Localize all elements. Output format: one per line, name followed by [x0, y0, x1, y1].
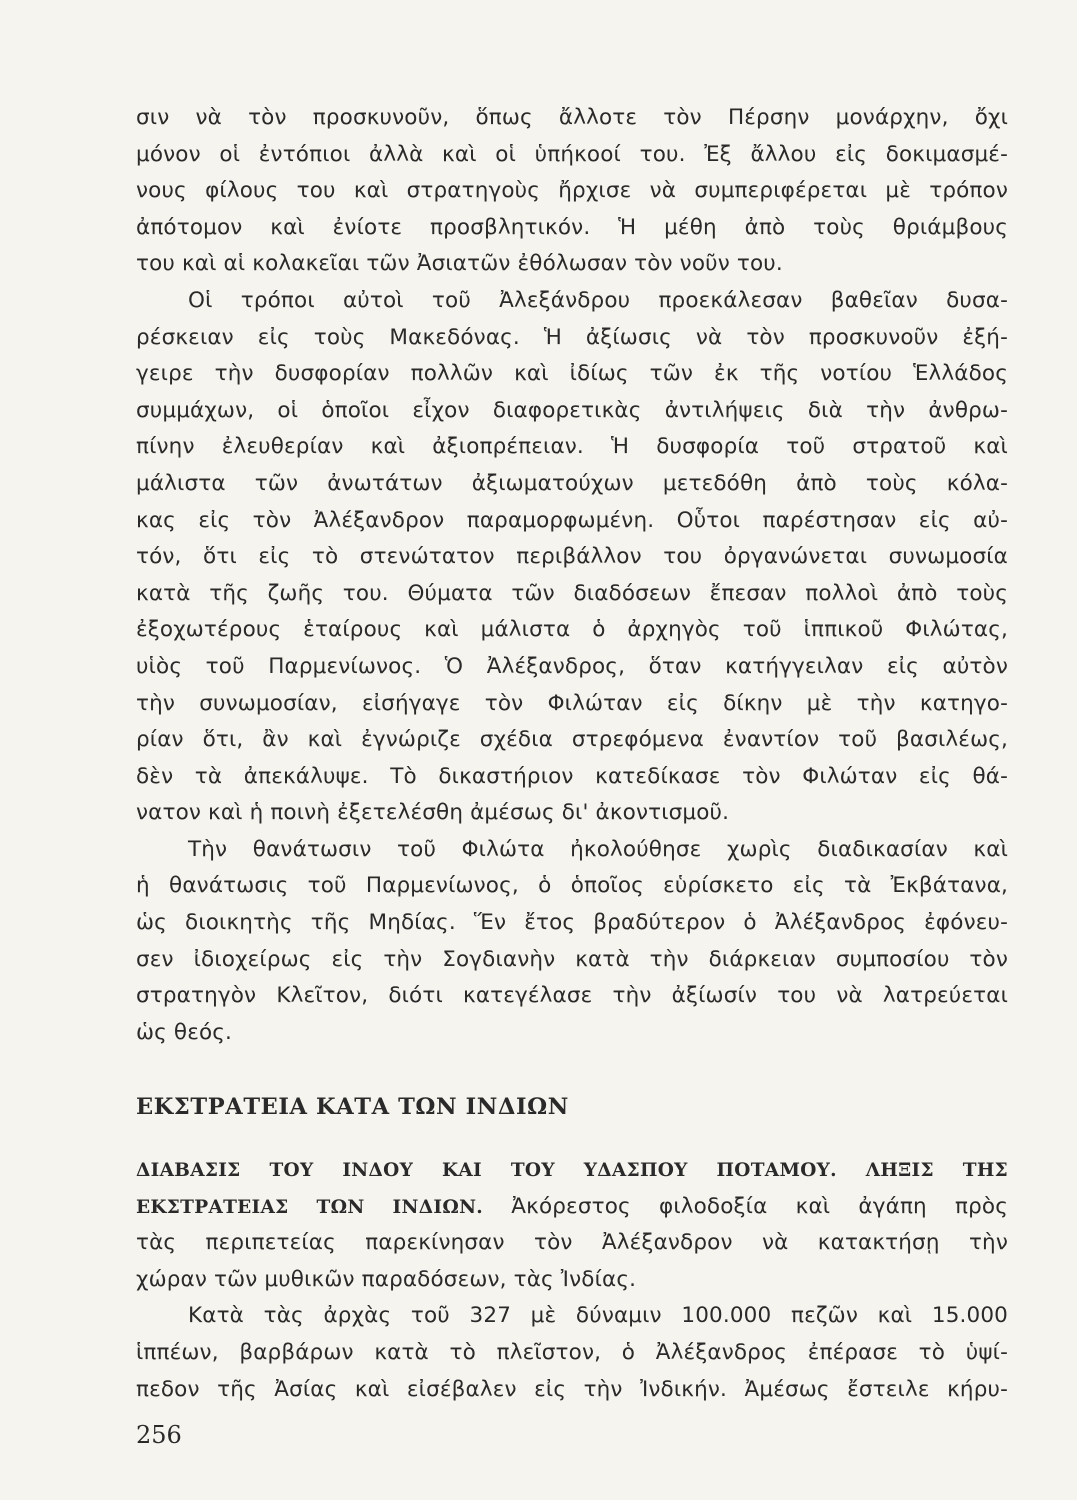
text-line: ἱππέων, βαρβάρων κατὰ τὸ πλεῖστον, ὁ Ἀλέξανδρος ἐπέρασε τὸ ὑψί-: [136, 1339, 1008, 1365]
section-body: [136, 1152, 1008, 1408]
text-line: ρίαν ὅτι, ἂν καὶ ἐγνώριζε σχέδια στρεφόμενα ἐναντίον τοῦ βασιλέως,: [136, 727, 1008, 753]
text-line: τόν, ὅτι εἰς τὸ στενώτατον περιβάλλον του ὀργανώνεται συνωμοσία: [136, 544, 1008, 570]
text-line: δὲν τὰ ἀπεκάλυψε. Τὸ δικαστήριον κατεδίκασε τὸν Φιλώταν εἰς θά-: [136, 763, 1008, 789]
subheading-line: [136, 1152, 1008, 1189]
text-line: τὴν συνωμοσίαν, εἰσήγαγε τὸν Φιλώταν εἰς δίκην μὲ τὴν κατηγο-: [136, 690, 1008, 716]
subheading-text: ΕΚΣΤΡΑΤΕΙΑΣ ΤΩΝ ΙΝΔΙΩΝ.: [136, 1196, 484, 1218]
text-line: κας εἰς τὸν Ἀλέξανδρον παραμορφωμένη. Οὗτοι παρέστησαν εἰς αὐ-: [136, 507, 1008, 533]
text-line: στρατηγὸν Κλεῖτον, διότι κατεγέλασε τὴν ἀξίωσίν του νὰ λατρεύεται: [136, 983, 1008, 1009]
text-line: ἀπότομον καὶ ἐνίοτε προσβλητικόν. Ἡ μέθη ἀπὸ τοὺς θριάμβους: [136, 214, 1008, 240]
section-title: ΕΚΣΤΡΑΤΕΙΑ ΚΑΤΑ ΤΩΝ ΙΝΔΙΩΝ: [136, 1094, 569, 1120]
text-line: του καὶ αἱ κολακεῖαι τῶν Ἀσιατῶν ἐθόλωσαν τὸν νοῦν του.: [136, 251, 783, 277]
text-line: μόνον οἱ ἐντόπιοι ἀλλὰ καὶ οἱ ὑπήκοοί του. Ἐξ ἄλλου εἰς δοκιμασμέ-: [136, 141, 1008, 167]
text-line: μάλιστα τῶν ἀνωτάτων ἀξιωματούχων μετεδόθη ἀπὸ τοὺς κόλα-: [136, 470, 1008, 496]
text-line: ὡς διοικητὴς τῆς Μηδίας. Ἕν ἔτος βραδύτερον ὁ Ἀλέξανδρος ἐφόνευ-: [136, 910, 1008, 936]
text-span: Ἀκόρεστος φιλοδοξία καὶ ἀγάπη πρὸς: [483, 1193, 1008, 1219]
text-line: Τὴν θανάτωσιν τοῦ Φιλώτα ἠκολούθησε χωρὶς διαδικασίαν καὶ: [188, 836, 1008, 862]
text-line: Κατὰ τὰς ἀρχὰς τοῦ 327 μὲ δύναμιν 100.000 πεζῶν καὶ 15.000: [188, 1303, 1008, 1329]
text-line: συμμάχων, οἱ ὁποῖοι εἶχον διαφορετικὰς ἀντιλήψεις διὰ τὴν ἀνθρω-: [136, 397, 1008, 423]
text-line: ρέσκειαν εἰς τοὺς Μακεδόνας. Ἡ ἀξίωσις νὰ τὸν προσκυνοῦν ἐξή-: [136, 324, 1008, 350]
text-line: γειρε τὴν δυσφορίαν πολλῶν καὶ ἰδίως τῶν ἐκ τῆς νοτίου Ἑλλάδος: [136, 361, 1008, 387]
text-line: κατὰ τῆς ζωῆς του. Θύματα τῶν διαδόσεων ἔπεσαν πολλοὶ ἀπὸ τοὺς: [136, 580, 1008, 606]
text-line: σεν ἰδιοχείρως εἰς τὴν Σογδιανὴν κατὰ τὴν διάρκειαν συμποσίου τὸν: [136, 946, 1008, 972]
text-line: Οἱ τρόποι αὐτοὶ τοῦ Ἀλεξάνδρου προεκάλεσαν βαθεῖαν δυσα-: [188, 287, 1008, 313]
text-line: [136, 1189, 1008, 1226]
text-line: νατον καὶ ἡ ποινὴ ἐξετελέσθη ἀμέσως δι' ἀκοντισμοῦ.: [136, 800, 730, 826]
text-line: ἡ θανάτωσις τοῦ Παρμενίωνος, ὁ ὁποῖος εὑρίσκετο εἰς τὰ Ἐκβάτανα,: [136, 873, 1008, 899]
text-line: τὰς περιπετείας παρεκίνησαν τὸν Ἀλέξανδρον νὰ κατακτήσῃ τὴν: [136, 1230, 1008, 1256]
text-line: ἐξοχωτέρους ἑταίρους καὶ μάλιστα ὁ ἀρχηγὸς τοῦ ἱππικοῦ Φιλώτας,: [136, 617, 1008, 643]
page-number: 256: [136, 1421, 182, 1449]
text-line: σιν νὰ τὸν προσκυνοῦν, ὅπως ἄλλοτε τὸν Πέρσην μονάρχην, ὄχι: [136, 105, 1008, 130]
text-line: πεδον τῆς Ἀσίας καὶ εἰσέβαλεν εἰς τὴν Ἰνδικήν. Ἀμέσως ἔστειλε κήρυ-: [136, 1376, 1008, 1402]
text-line: ὡς θεός.: [136, 1019, 233, 1045]
text-line: νους φίλους του καὶ στρατηγοὺς ἤρχισε νὰ συμπεριφέρεται μὲ τρόπον: [136, 178, 1008, 204]
body-text: [136, 100, 1008, 1051]
subheading-text: ΔΙΑΒΑΣΙΣ ΤΟΥ ΙΝΔΟΥ ΚΑΙ ΤΟΥ ΥΔΑΣΠΟΥ ΠΟΤΑΜΟΥ. ΛΗΞΙΣ ΤΗΣ: [136, 1160, 1008, 1181]
text-line: πίνην ἐλευθερίαν καὶ ἀξιοπρέπειαν. Ἡ δυσφορία τοῦ στρατοῦ καὶ: [136, 434, 1008, 460]
text-line: χώραν τῶν μυθικῶν παραδόσεων, τὰς Ἰνδίας.: [136, 1266, 637, 1292]
text-line: υἱὸς τοῦ Παρμενίωνος. Ὁ Ἀλέξανδρος, ὅταν κατήγγειλαν εἰς αὐτὸν: [136, 653, 1008, 679]
